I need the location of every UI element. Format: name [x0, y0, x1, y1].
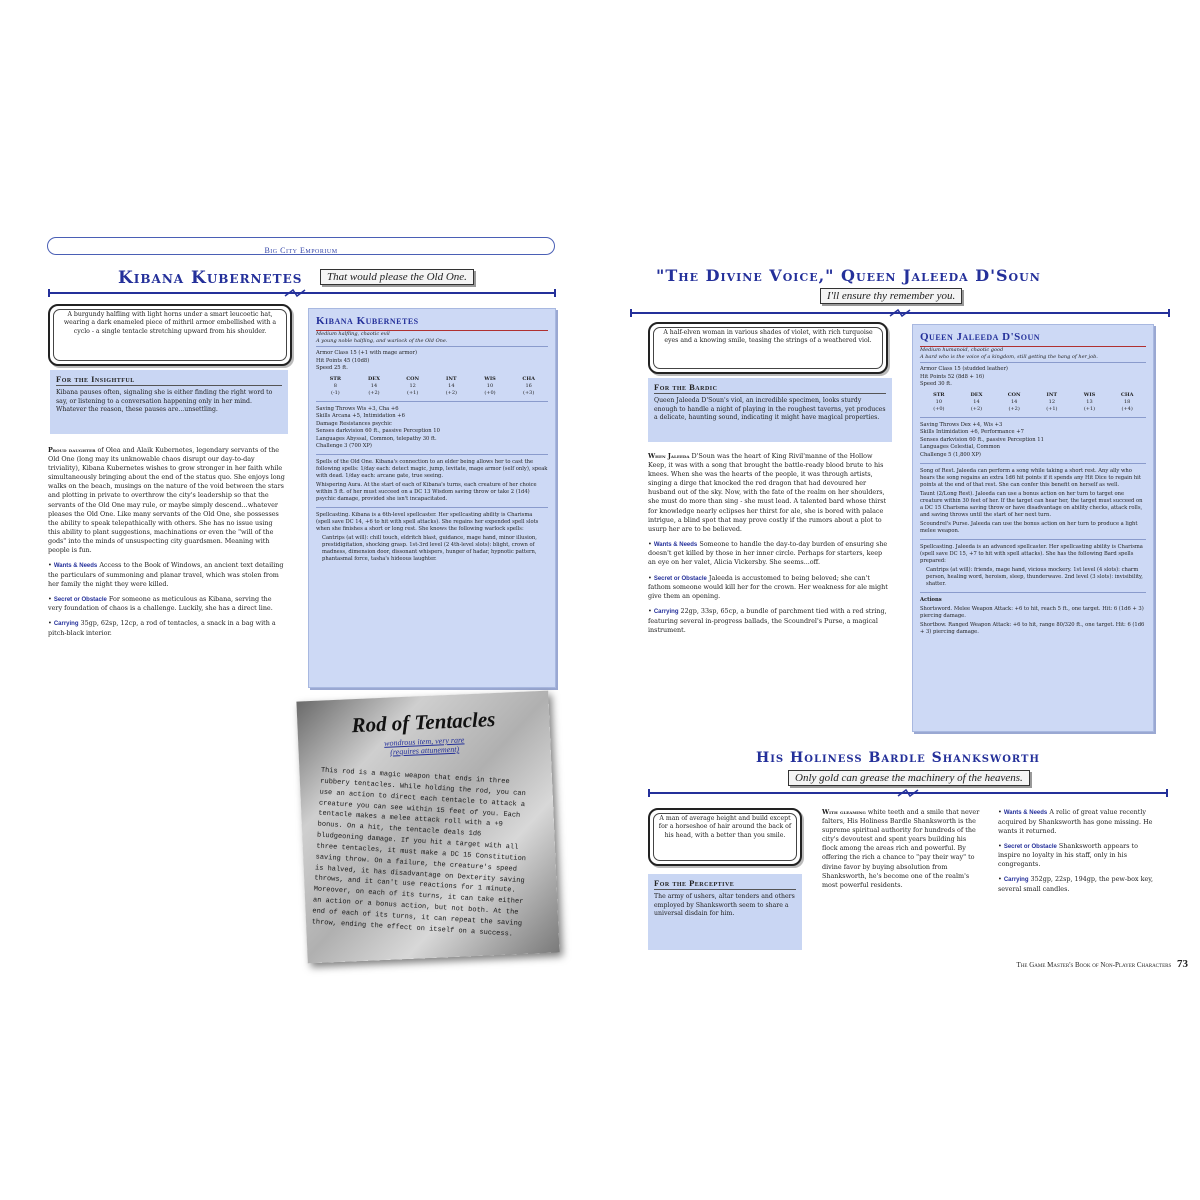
- trait-taunt: Taunt (2/Long Rest). Jaleeda can use a bonus action on her turn to target one creature within 30 feet of her. If the target can hear her, the target must succeed on a DC 15 Charisma saving throw or have disadvantage on ability checks, attack rolls, and saving throws until the start of her next turn.: [920, 490, 1143, 518]
- stat-divider: [920, 463, 1146, 464]
- left-page: [44, 232, 560, 972]
- insight-box-text: Kibana pauses often, signaling she is either finding the right word to say, or listening to a conversation happening only in her mind. Whatever the reason, these pauses are...unsettling.: [56, 389, 273, 414]
- ability-mod: (+2): [970, 405, 983, 412]
- speed: Speed 30 ft.: [920, 381, 952, 388]
- trait-spells-old-one: Spells of the Old One. Kibana's connection to an elder being allows her to cast the following spells: 1/day each: detect magic, jump, levitate, mage armor (self only), speak with dead. 1/day each: arcane gate, true seeing.: [316, 459, 548, 480]
- ability-scores: [316, 376, 548, 396]
- trait-song-of-rest: Song of Rest. Jaleeda can perform a song while taking a short rest. Any ally who hears the song regains an extra 1d6 hit points if it spends any Hit Dice to regain hit points at the end of that rest. She can confer this benefit on herself as well.: [920, 467, 1141, 488]
- stat-divider: [920, 539, 1146, 540]
- ability-score: 12: [1048, 399, 1056, 406]
- spell-list: Cantrips (at will): friends, mage hand, vicious mockery. 1st level (4 slots): charm person, healing word, heroism, sleep, thunderwave. 2nd level (3 slots): invisibility, shatter.: [926, 566, 1143, 587]
- stat-divider: [316, 507, 548, 508]
- footer-title: The Game Master's Book of Non-Player Characters: [1016, 961, 1172, 969]
- npc1-quote: I'll ensure thy remember you.: [820, 288, 962, 304]
- stat-block-type: Medium halfling, chaotic evil: [316, 330, 390, 337]
- action-shortbow: Shortbow. Ranged Weapon Attack: +6 to hit, range 80/320 ft., one target. Hit: 6 (1d6 + 3) piercing damage.: [920, 622, 1145, 636]
- npc2-description-callout: [648, 808, 802, 866]
- ability-header: CON: [406, 376, 420, 383]
- ability-score: 14: [973, 399, 980, 406]
- ability-score: 10: [486, 383, 494, 390]
- carrying-text: 22gp, 33sp, 65cp, a bundle of parchment tied with a red string, featuring several in-progress ballads, the Scoundrel's Purse, a magical instrument.: [648, 607, 887, 634]
- perceptive-box-heading: For the Perceptive: [654, 878, 796, 890]
- npc1-body: When Jaleeda D'Soun was the heart of King Rivil'manne of the Hollow Keep, it was with a song that brought the battle-ready blood brute to his knees. When she was the hearts of the people, it was through artists, singing a dirge that knocked the red dragon that had devoured her husband out of the sky. Now, with the fate of the realm on her shoulders, she must do more than sing - she must lead. A talented bard whose thirst for knowledge nearly eclipses her thirst for ale, she is bored with palace intrigue, a blind spot that may prove costly if the rumors about a plot to usurp her are to be believed. • Wants & Needs Someone to handle the day-to-day burden of ensuring she doesn't get killed by those in her inner circle. Perhaps for starters, keep an eye on her valet, Alicia Vickersby. She seems...off. • Secret or Obstacle Jaleeda is accustomed to being beloved; she can't fathom someone would kill her for the crown. Her weakness for ale might give them an opening. • Carrying 22gp, 33sp, 65cp, a bundle of parchment tied with a red string, featuring several in-progress ballads, the Scoundrel's Purse, a magical instrument.: [648, 452, 888, 634]
- ability-score: 13: [1086, 399, 1093, 406]
- wants-text: Access to the Book of Windows, an ancient text detailing the particulars of summoning and planar travel, which was stolen from her family the night they were killed.: [48, 561, 284, 588]
- ability-mod: (+4): [1121, 405, 1133, 412]
- body-text: D'Soun was the heart of King Rivil'manne of the Hollow Keep, it was with a song that brought the battle-ready blood brute to his knees. When she was the hearts of the people, it was through artists, singing a dirge that knocked the red dragon that had devoured her husband out of the sky. Now, with the fate of the realm on her shoulders, she must do more than sing - she must lead. A talented bard whose thirst for knowledge nearly eclipses her thirst for ale, she is bored with palace intrigue, a blind spot that may prove costly if the rumors about a plot to usurp her are to be believed.: [648, 452, 887, 533]
- challenge: Challenge 3 (700 XP): [316, 443, 372, 450]
- stat-divider: [920, 592, 1146, 593]
- item-attunement: (requires attunement): [390, 744, 460, 757]
- npc1-description-text: A half-elven woman in various shades of violet, with rich turquoise eyes and a knowing smile, teasing the strings of a weathered viol.: [663, 329, 873, 345]
- action-shortsword: Shortsword. Melee Weapon Attack: +6 to hit, reach 5 ft., one target. Hit: 6 (1d6 + 3) piercing damage.: [920, 605, 1144, 619]
- ability-scores: [920, 392, 1146, 412]
- body-text: of Olea and Alaik Kubernetes, legendary servants of the Old One (long may its unknowable chaos disrupt our day-to-day triviality), Kibana Kubernetes wishes to grow stronger in her faith while simultaneously bringing about the end of the status quo. She enjoys long walks on the beach, musings on the nature of the void between the stars and plotting in private to overthrow the city's leadership so that the servants of the Old One may rule, or maybe simply descend...whatever pleases the Old One. Like many servants of the Old One, she possesses the ability to speak telepathically with others. She has no issue using this ability to plant suggestions, machinations or even the "will of the gods" into the minds of unsuspecting city guardsmen. Meaning with people is fun.: [48, 446, 285, 555]
- ability-mod: (+0): [933, 405, 945, 412]
- ability-mod: (+2): [445, 389, 457, 396]
- saving-throws: Saving Throws Dex +4, Wis +3: [920, 421, 1003, 428]
- spellcasting: Spellcasting. Kibana is a 6th-level spellcaster. Her spellcasting ability is Charisma (spell save DC 14, +6 to hit with spell attacks). She regains her expended spell slots when she finishes a short or long rest. She knows the following warlock spells:: [316, 512, 539, 533]
- item-type: wondrous item, very rare: [383, 735, 465, 748]
- running-header: [47, 237, 555, 255]
- stat-block-type: Medium humanoid, chaotic good: [920, 346, 1004, 353]
- bardic-box: [648, 378, 892, 442]
- secret-text: Jaleeda is accustomed to being beloved; she can't fathom someone would kill her for the crown. Her weakness for ale might give them an opening.: [648, 573, 888, 601]
- item-title: Rod of Tentacles: [351, 706, 496, 738]
- speed: Speed 25 ft.: [316, 365, 348, 372]
- stat-block: [912, 324, 1154, 732]
- body-lead: With gleaming: [822, 808, 866, 816]
- saving-throws: Saving Throws Wis +3, Cha +6: [316, 405, 399, 412]
- npc2-body: [822, 808, 980, 896]
- ability-score: 16: [525, 383, 532, 390]
- ability-mod: (+3): [523, 389, 535, 396]
- carrying-label: Carrying: [53, 621, 79, 628]
- wants-text: Someone to handle the day-to-day burden of ensuring she doesn't get killed by those in her inner circle. Perhaps for starters, keep an eye on her valet, Alicia Vickersby. She seems...off.: [648, 539, 888, 567]
- trait-whispering-aura: Whispering Aura. At the start of each of Kibana's turns, each creature of her choice within 5 ft. of her must succeed on a DC 13 Wisdom saving throw or take 2 (1d4) psychic damage, provided she isn't incapacitated.: [316, 482, 537, 503]
- wants-label: Wants & Needs: [53, 563, 98, 570]
- bardic-box-heading: For the Bardic: [654, 382, 886, 394]
- npc2-description-text: A man of average height and build except for a horseshoe of hair around the back of his head, with a better than you smile.: [658, 815, 792, 839]
- stat-block-subtitle: [920, 347, 1146, 364]
- npc2-quote: Only gold can grease the machinery of the heavens.: [788, 770, 1030, 786]
- wants-text: A relic of great value recently acquired by Shanksworth has gone missing. He wants it returned.: [998, 808, 1153, 835]
- body-lead: Proud daughter: [48, 446, 96, 454]
- insight-box-heading: For the Insightful: [56, 374, 282, 386]
- stat-block-name: Kibana Kubernetes: [316, 314, 548, 331]
- item-text: This rod is a magic weapon that ends in three rubbery tentacles. While holding the rod, you can use an action to direct each tentacle to attack a creature you can see within 15 feet of you. Each tentacle makes a melee attack roll with a +9 bonus. On a hit, the tentacle deals 1d6 bludgeoning damage. If you hit a target with all three tentacles, it must make a DC 15 Constitution saving throw. On a failure, the creature's speed is halved, it has disadvantage on Dexterity saving throws, and it can't use reactions for 1 minute. Moreover, on each of its turns, it can take either an action or a bonus action, but not both. At the end of each of its turns, it can repeat the saving throw, ending the effect on itself on a success.: [311, 766, 527, 939]
- perceptive-box: [648, 874, 802, 950]
- ability-header: WIS: [484, 376, 496, 383]
- body-text: white teeth and a smile that never falters, His Holiness Bardle Shanksworth is the supreme spiritual authority for hundreds of the city's devoutest and spent years building his flock among the areas rich and powerful. By offering the rich a chance to "pay their way" to divine favor by buying absolution from Shanksworth, he's become one of the realm's most powerful residents.: [822, 808, 980, 889]
- stat-block: [308, 308, 556, 688]
- flourish-icon: [888, 308, 912, 318]
- hit-points: Hit Points 52 (8d8 + 16): [920, 373, 985, 380]
- secret-text: For someone as meticulous as Kibana, serving the very foundation of chaos is a challenge. Luckily, she has a direct line.: [48, 594, 273, 613]
- stat-block-name: Queen Jaleeda D'Soun: [920, 330, 1146, 347]
- npc1-description-callout: [648, 322, 888, 374]
- senses: Senses darkvision 60 ft., passive Perception 10: [316, 428, 440, 435]
- wants-label: Wants & Needs: [1003, 810, 1048, 816]
- npc-name-heading: Kibana Kubernetes: [118, 268, 303, 288]
- armor-class: Armor Class 15 (studded leather): [920, 366, 1008, 373]
- secret-label: Secret or Obstacle: [53, 596, 107, 603]
- npc-description-callout: [48, 304, 292, 366]
- ability-header: STR: [933, 392, 945, 399]
- ability-header: DEX: [367, 376, 380, 383]
- ability-header: STR: [329, 376, 342, 383]
- npc-body: Proud daughter of Olea and Alaik Kubernetes, legendary servants of the Old One (long may its unknowable chaos disrupt our day-to-day triviality), Kibana Kubernetes wishes to grow stronger in her faith while simultaneously bringing about the end of the status quo. She enjoys long walks on the beach, musings on the nature of the void between the stars and plotting in private to overthrow the city's leadership so that the servants of the Old One may rule, or maybe simply descend...whatever pleases the Old One. Like many servants of the Old One, she possesses the ability to speak telepathically with others. She has no issue using this ability to plant suggestions, machinations or even the "will of the gods" into the minds of unsuspecting city guardsmen. Meaning with people is fun. • Wants & Needs Access to the Book of Windows, an ancient text detailing the particulars of summoning and planar travel, which was stolen from her family the night they were killed. • Secret or Obstacle For someone as meticulous as Kibana, serving the very foundation of chaos is a challenge. Luckily, she has a direct line. • Carrying 35gp, 62sp, 12cp, a rod of tentacles, a snack in a bag with a pitch-black interior.: [48, 446, 285, 637]
- heading-rule: [48, 292, 556, 294]
- stat-block-subtitle: [316, 331, 548, 348]
- secret-label: Secret or Obstacle: [653, 575, 707, 582]
- ability-mod: (+2): [1008, 405, 1020, 412]
- ability-header: DEX: [970, 392, 983, 399]
- hit-points: Hit Points 45 (10d8): [316, 357, 370, 364]
- armor-class: Armor Class 15 (+1 with mage armor): [316, 350, 418, 357]
- ability-mod: (-1): [330, 389, 340, 396]
- languages: Languages Celestial, Common: [920, 444, 1000, 451]
- challenge: Challenge 5 (1,800 XP): [920, 451, 981, 458]
- npc1-name-heading: "The Divine Voice," Queen Jaleeda D'Soun: [656, 266, 1041, 285]
- spellcasting: Spellcasting. Jaleeda is an advanced spellcaster. Her spellcasting ability is Charisma (spell save DC 15, +7 to hit with spell attacks). She has the following Bard spells prepared:: [920, 543, 1143, 564]
- ability-mod: (+2): [368, 389, 380, 396]
- page-footer: [1017, 958, 1188, 970]
- spell-list: Cantrips (at will): chill touch, eldritch blast, guidance, mage hand, minor illusion, prestidigitation, shocking grasp. 1st-3rd level (2 4th-level slots): blight, crown of madness, dimension door, dissonant whispers, hunger of hadar, hypnotic pattern, phantasmal force, tasha's hideous laughter.: [322, 535, 537, 563]
- stat-divider: [316, 454, 548, 455]
- npc2-name-heading: His Holiness Bardle Shanksworth: [756, 750, 1040, 766]
- trait-scoundrels-purse: Scoundrel's Purse. Jaleeda can use the bonus action on her turn to produce a light melee weapon.: [920, 520, 1138, 534]
- rod-of-tentacles-card: [296, 691, 559, 964]
- ability-score: 14: [1010, 399, 1018, 406]
- stat-divider: [316, 401, 548, 402]
- ability-mod: (+1): [1046, 405, 1058, 412]
- carrying-text: 352gp, 22sp, 194gp, the pew-box key, several small candles.: [998, 875, 1154, 893]
- skills: Skills Arcana +5, Intimidation +6: [316, 413, 405, 420]
- ability-header: CHA: [1120, 392, 1134, 399]
- ability-score: 12: [409, 383, 416, 390]
- ability-mod: (+1): [1083, 405, 1096, 412]
- stat-block-summary: A young noble halfling, and warlock of the Old One.: [316, 337, 448, 344]
- stat-divider: [920, 417, 1146, 418]
- ability-mod: (+0): [484, 389, 496, 396]
- ability-score: 8: [333, 383, 337, 390]
- ability-score: 14: [370, 383, 378, 390]
- heading-rule: [648, 792, 1168, 794]
- stat-block-summary: A bard who is the voice of a kingdom, still getting the hang of her job.: [920, 353, 1098, 360]
- ability-header: WIS: [1083, 392, 1096, 399]
- npc-quote: That would please the Old One.: [320, 269, 474, 285]
- senses: Senses darkvision 60 ft., passive Perception 11: [920, 436, 1044, 443]
- wants-label: Wants & Needs: [653, 541, 698, 548]
- carrying-text: 35gp, 62sp, 12cp, a rod of tentacles, a snack in a bag with a pitch-black interior.: [48, 619, 276, 637]
- page-number: 73: [1177, 958, 1188, 970]
- insight-box: [50, 370, 288, 434]
- secret-text: Shanksworth appears to inspire no loyalty in his staff, only in his congregants.: [998, 841, 1138, 869]
- flourish-icon: [896, 788, 920, 798]
- carrying-label: Carrying: [653, 609, 679, 616]
- npc2-hooks: • Wants & Needs A relic of great value recently acquired by Shanksworth has gone missing. He wants it returned. • Secret or Obstacle Shanksworth appears to inspire no loyalty in his staff, only in his congregants. • Carrying 352gp, 22sp, 194gp, the pew-box key, several small candles.: [998, 808, 1154, 893]
- ability-score: 18: [1123, 399, 1131, 406]
- ability-mod: (+1): [407, 389, 419, 396]
- ability-header: INT: [1046, 392, 1058, 399]
- perceptive-box-text: The army of ushers, altar tenders and others employed by Shanksworth seem to share a universal disdain for him.: [654, 893, 795, 918]
- ability-header: CHA: [522, 376, 535, 383]
- running-header-text: Big City Emporium: [264, 246, 338, 255]
- npc-description-text: A burgundy halfling with light horns under a smart leucoetic hat, wearing a dark enameled piece of mithril armor embellished with a cyclo - a single tentacle stretching upward from his shoulder.: [63, 311, 277, 335]
- body-lead: When Jaleeda: [648, 452, 690, 460]
- right-page: [628, 232, 1188, 972]
- secret-label: Secret or Obstacle: [1003, 843, 1057, 850]
- bardic-box-text: Queen Jaleeda D'Soun's viol, an incredible specimen, looks sturdy enough to handle a night of playing in the roughest taverns, yet produces a delicate, haunting sound, indicating it might have magical properties.: [654, 397, 886, 422]
- damage-resistances: Damage Resistances psychic: [316, 420, 392, 427]
- skills: Skills Intimidation +6, Performance +7: [920, 429, 1024, 436]
- carrying-label: Carrying: [1003, 877, 1029, 884]
- ability-header: INT: [446, 376, 457, 383]
- flourish-icon: [283, 288, 307, 298]
- ability-score: 14: [448, 383, 455, 390]
- actions-heading: Actions: [920, 596, 942, 603]
- heading-rule: [630, 312, 1170, 314]
- ability-score: 10: [935, 399, 943, 406]
- ability-header: CON: [1007, 392, 1021, 399]
- languages: Languages Abyssal, Common, telepathy 30 ft.: [316, 435, 437, 442]
